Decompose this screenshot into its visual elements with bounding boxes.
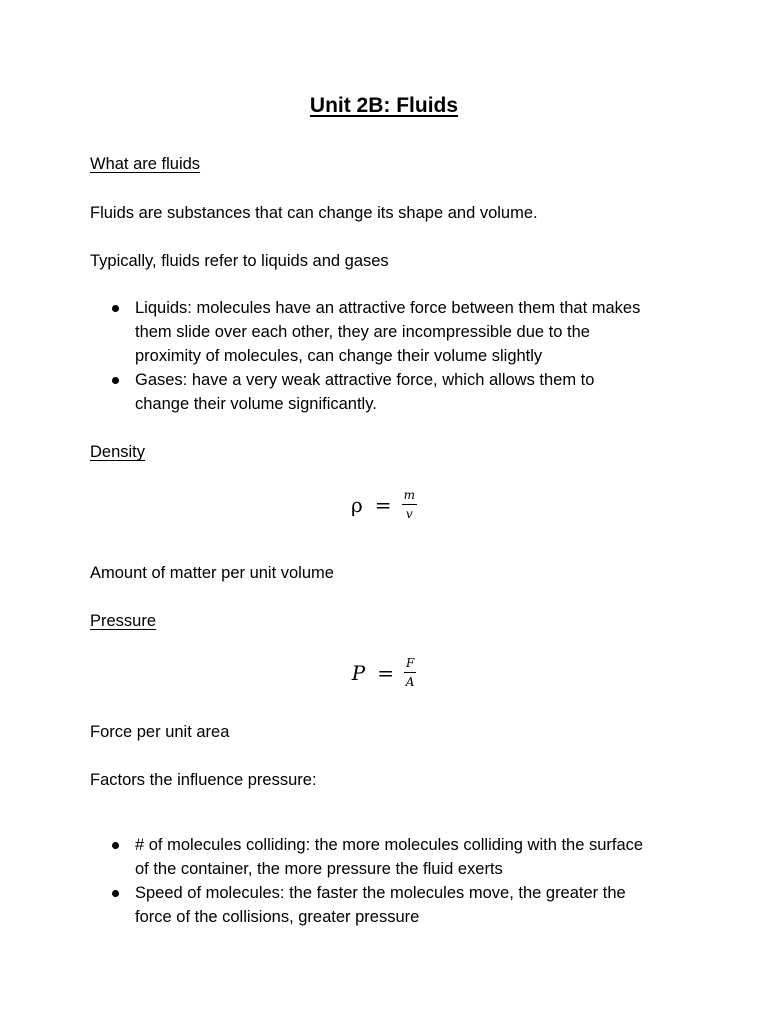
density-description: Amount of matter per unit volume [90, 564, 334, 582]
list-line: them slide over each other, they are incompressible due to the [135, 323, 590, 341]
pressure-formula [0, 656, 768, 689]
list-line: # of molecules colliding: the more molecules colliding with the surface [135, 836, 644, 854]
density-formula [0, 488, 768, 521]
fluid-types-list [135, 296, 695, 416]
formula-fraction [404, 656, 416, 689]
bullet-icon [112, 377, 119, 384]
pressure-factors-intro: Factors the influence pressure: [90, 771, 317, 789]
list-line: force of the collisions, greater pressure [135, 908, 420, 926]
bullet-icon [112, 890, 119, 897]
pressure-description: Force per unit area [90, 723, 230, 741]
heading-what-are-fluids: What are fluids [90, 155, 201, 173]
formula-lhs: P [351, 660, 366, 685]
list-line: Gases: have a very weak attractive force, which allows them to [135, 371, 595, 389]
formula-equals: = [377, 660, 394, 685]
list-item-gases [135, 368, 695, 416]
bullet-icon [112, 305, 119, 312]
formula-numerator: F [404, 656, 416, 673]
heading-pressure: Pressure [90, 612, 157, 630]
list-item-liquids [135, 296, 695, 368]
list-item-speed-of-molecules [135, 881, 695, 929]
formula-fraction [402, 488, 417, 521]
formula-lhs: ρ [351, 492, 363, 517]
pressure-factors-list [135, 833, 695, 929]
list-line: Speed of molecules: the faster the molecules move, the greater the [135, 884, 626, 902]
list-line: of the container, the more pressure the fluid exerts [135, 860, 503, 878]
formula-numerator: m [402, 488, 417, 505]
fluids-typically: Typically, fluids refer to liquids and gases [90, 252, 389, 270]
heading-density: Density [90, 443, 146, 461]
page-title: Unit 2B: Fluids [309, 94, 459, 117]
formula-denominator: v [405, 507, 413, 521]
list-item-molecules-colliding [135, 833, 695, 881]
formula-denominator: A [405, 675, 415, 689]
fluids-definition: Fluids are substances that can change its shape and volume. [90, 204, 538, 222]
list-line: change their volume significantly. [135, 395, 377, 413]
formula-equals: = [374, 492, 392, 517]
bullet-icon [112, 842, 119, 849]
list-line: Liquids: molecules have an attractive force between them that makes [135, 299, 641, 317]
list-line: proximity of molecules, can change their volume slightly [135, 347, 543, 365]
